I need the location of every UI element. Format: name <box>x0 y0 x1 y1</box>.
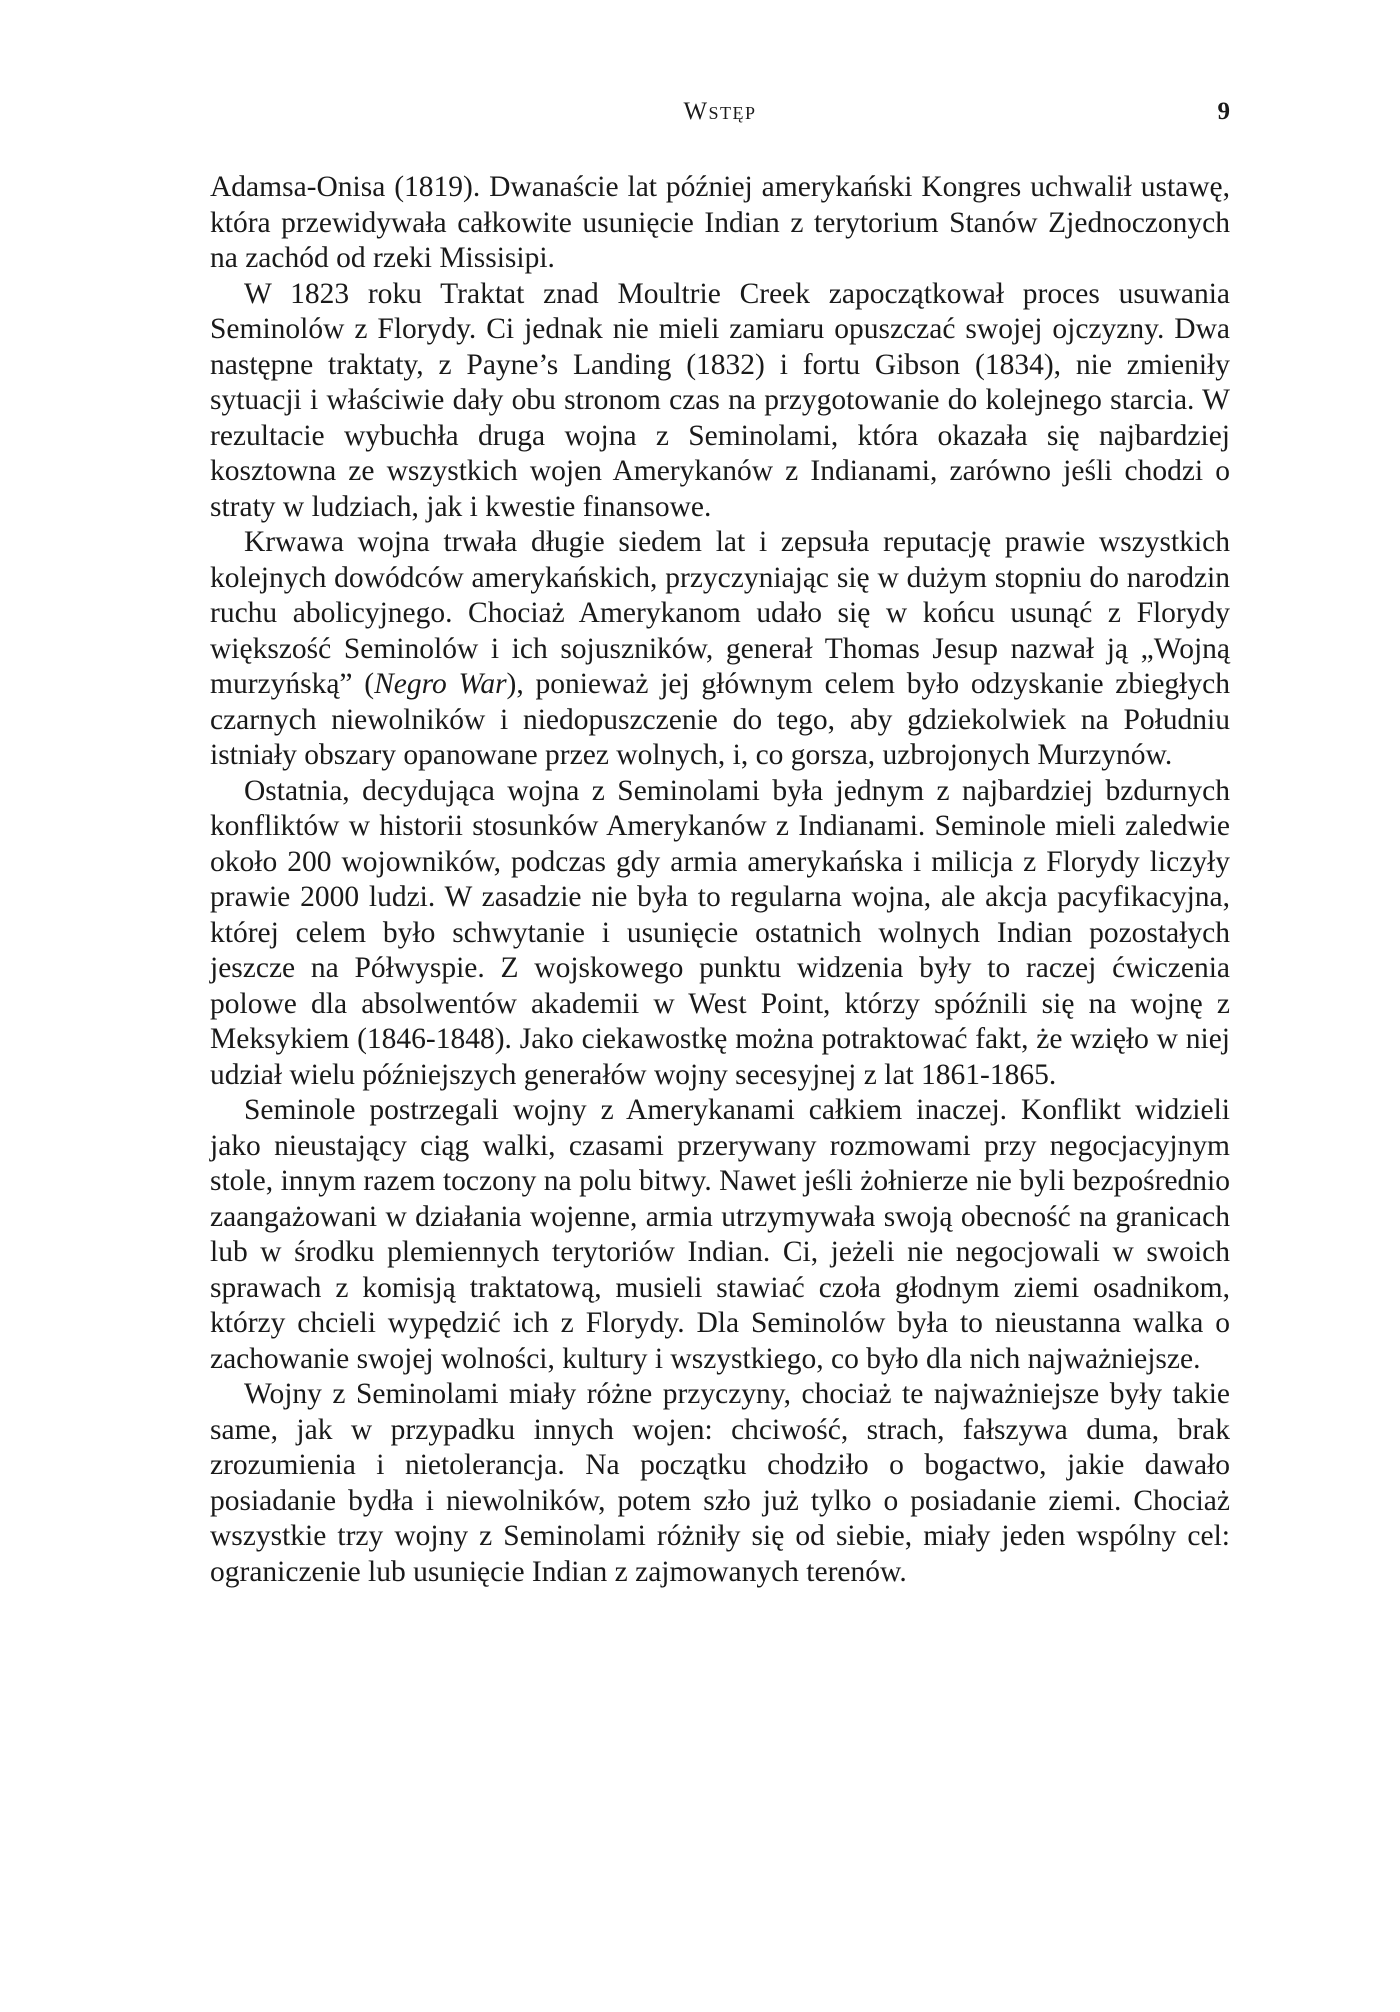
body-text <box>210 170 1230 1590</box>
paragraph-4 <box>210 774 1230 1094</box>
paragraph-2 <box>210 277 1230 526</box>
chapter-title: Wstęp <box>683 98 757 125</box>
italic-term: Negro War <box>374 668 507 700</box>
paragraph-3 <box>210 525 1230 774</box>
running-head <box>210 98 1230 138</box>
page-number: 9 <box>1217 98 1230 125</box>
paragraph-1 <box>210 170 1230 277</box>
paragraph-text: Ostatnia, decydująca wojna z Seminolami była jednym z najbardziej bzdurnych konfliktów w historii stosunków Amerykanów z Indianami. Seminole mieli zaledwie około 200 wojowników, podczas gdy armia amerykańska i milicja z Florydy liczyły prawie 2000 ludzi. W zasadzie nie była to regularna wojna, ale akcja pacyfikacyjna, której celem było schwytanie i usunięcie ostatnich wolnych Indian pozostałych jeszcze na Półwyspie. Z wojskowego punktu widzenia były to raczej ćwiczenia polowe dla absolwentów akademii w West Point, którzy spóźnili się na wojnę z Meksykiem (1846-1848). Jako ciekawostkę można potraktować fakt, że wzięło w niej udział wielu późniejszych generałów wojny secesyjnej z lat 1861-1865. <box>210 774 1230 1091</box>
paragraph-text: W 1823 roku Traktat znad Moultrie Creek zapoczątkował proces usuwania Seminolów z Florydy. Ci jednak nie mieli zamiaru opuszczać swojej ojczyzny. Dwa następne traktaty, z Payne’s Landing (1832) i fortu Gibson (1834), nie zmieniły sytuacji i właściwie dały obu stronom czas na przygotowanie do kolejnego starcia. W rezultacie wybuchła druga wojna z Seminolami, która okazała się najbardziej kosztowna ze wszystkich wojen Amerykanów z Indianami, zarówno jeśli chodzi o straty w ludziach, jak i kwestie finansowe. <box>210 277 1230 523</box>
paragraph-text: ), ponieważ jej głównym celem było odzyskanie zbiegłych czarnych niewolników i niedopuszczenie do tego, aby gdziekolwiek na Południu istniały obszary opanowane przez wolnych, i, co gorsza, uzbrojonych Murzynów. <box>210 668 1230 771</box>
paragraph-text: Seminole postrzegali wojny z Amerykanami całkiem inaczej. Konflikt widzieli jako nieustający ciąg walki, czasami przerywany rozmowami przy negocjacyjnym stole, innym razem toczony na polu bitwy. Nawet jeśli żołnierze nie byli bezpośrednio zaangażowani w działania wojenne, armia utrzymywała swoją obecność na granicach lub w środku plemiennych terytoriów Indian. Ci, jeżeli nie negocjowali w swoich sprawach z komisją traktatową, musieli stawiać czoła głodnym ziemi osadnikom, którzy chcieli wypędzić ich z Florydy. Dla Seminolów była to nieustanna walka o zachowanie swojej wolności, kultury i wszystkiego, co było dla nich najważniejsze. <box>210 1094 1230 1375</box>
paragraph-6 <box>210 1377 1230 1590</box>
paragraph-text: Krwawa wojna trwała długie siedem lat i zepsuła reputację prawie wszystkich kolejnych dowódców amerykańskich, przyczyniając się w dużym stopniu do narodzin ruchu abolicyjnego. Chociaż Amerykanom udało się w końcu usunąć z Florydy większość Seminolów i ich sojuszników, generał Thomas Jesup nazwał ją „Wojną murzyńską” ( <box>210 526 1230 700</box>
paragraph-text: Wojny z Seminolami miały różne przyczyny, chociaż te najważniejsze były takie same, jak w przypadku innych wojen: chciwość, strach, fałszywa duma, brak zrozumienia i nietolerancja. Na początku chodziło o bogactwo, jakie dawało posiadanie bydła i niewolników, potem szło już tylko o posiadanie ziemi. Chociaż wszystkie trzy wojny z Seminolami różniły się od siebie, miały jeden wspólny cel: ograniczenie lub usunięcie Indian z zajmowanych terenów. <box>210 1378 1230 1588</box>
paragraph-5 <box>210 1093 1230 1377</box>
paragraph-text: Adamsa-Onisa (1819). Dwanaście lat później amerykański Kongres uchwalił ustawę, która przewidywała całkowite usunięcie Indian z terytorium Stanów Zjednoczonych na zachód od rzeki Missisipi. <box>210 171 1230 274</box>
